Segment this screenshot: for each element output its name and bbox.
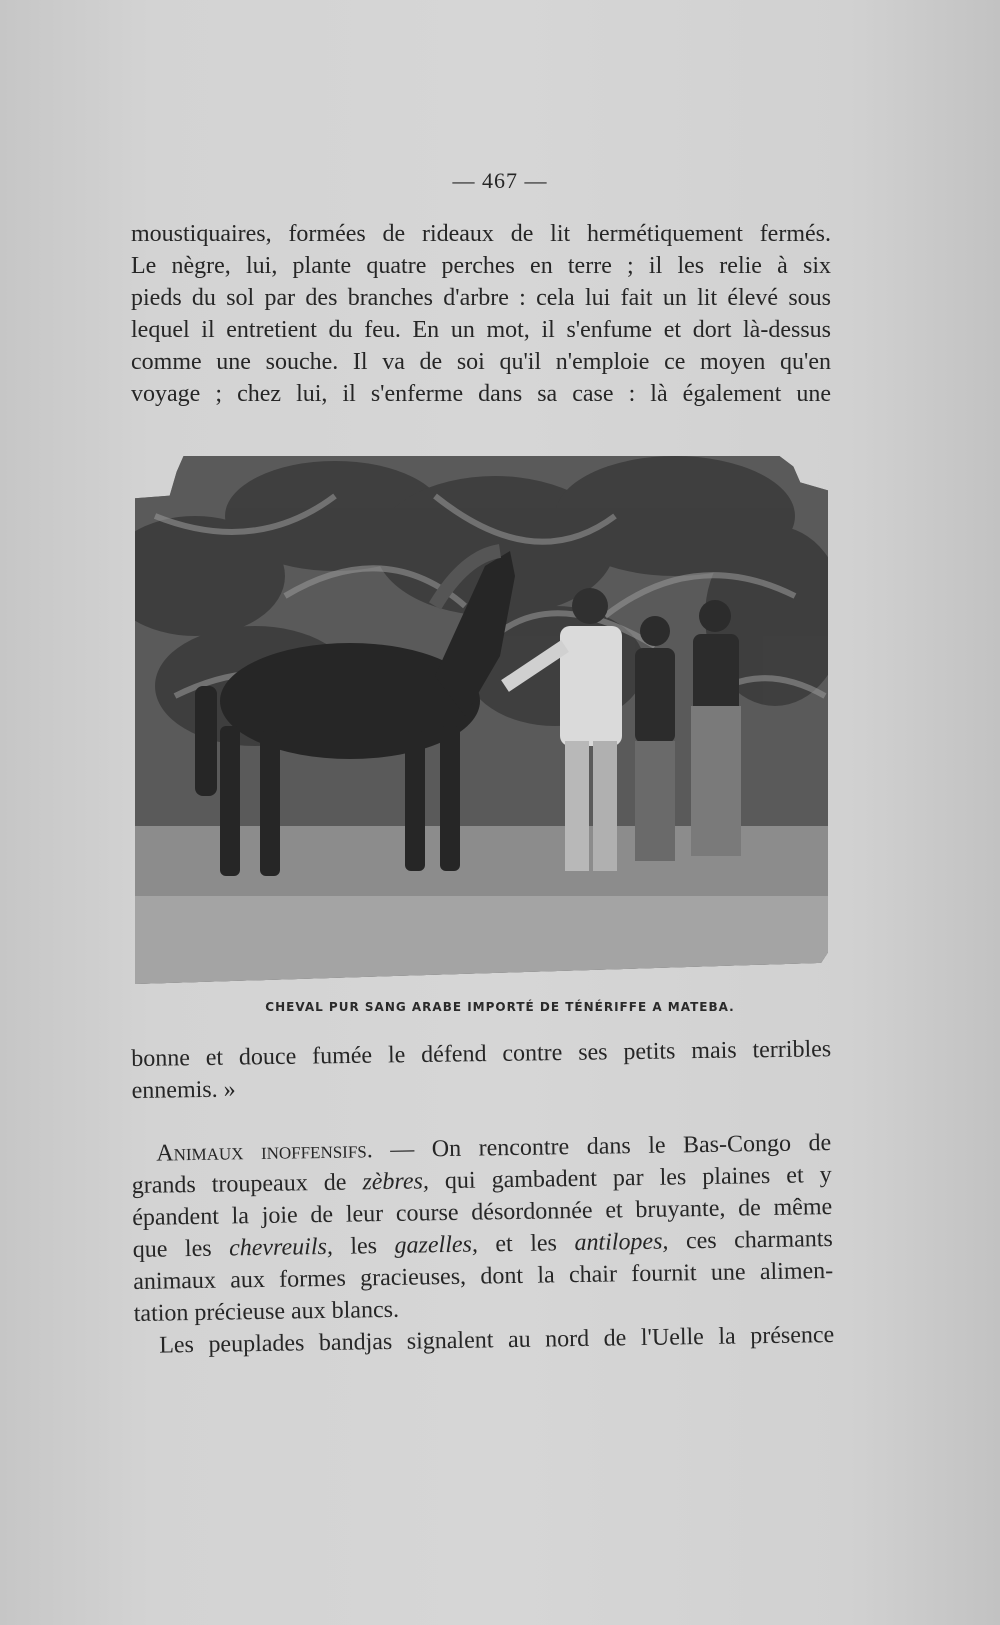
text-line: lequel il entretient du feu. En un mot, il s'enfume et dort là-dessus: [131, 317, 831, 343]
text-line: ennemis. »: [131, 1076, 236, 1104]
paragraph-top: [131, 218, 831, 410]
emphasis-zebres: zèbres,: [362, 1168, 430, 1196]
text-run: et les: [495, 1230, 558, 1258]
text-run: grands troupeaux de: [131, 1169, 347, 1199]
text-run: que les: [132, 1235, 212, 1263]
text-line: Les peuplades bandjas signalent au nord de l'Uelle la présence: [159, 1321, 835, 1359]
emphasis-antilopes: antilopes,: [574, 1228, 669, 1257]
text-line: pieds du sol par des branches d'arbre : cela lui fait un lit élevé sous: [131, 285, 831, 311]
paragraph-continuation: [131, 1033, 832, 1107]
text-run: — On rencontre dans le Bas-Congo de: [390, 1130, 832, 1163]
photo-illustration: [135, 456, 828, 984]
section-heading: Animaux inoffensifs.: [156, 1137, 373, 1167]
text-line: tation précieuse aux blancs.: [133, 1296, 400, 1327]
text-line: moustiquaires, formées de rideaux de lit hermétiquement fermés.: [131, 221, 831, 247]
horse-photograph: [135, 456, 828, 984]
text-line: Le nègre, lui, plante quatre perches en terre ; il les relie à six: [131, 253, 831, 279]
paragraph-animaux: [131, 1127, 834, 1362]
text-line: voyage ; chez lui, il s'enferme dans sa case : là également une: [131, 381, 831, 407]
text-line: épandent la joie de leur course désordonnée et bruyante, de même: [132, 1193, 833, 1231]
page-number: — 467 —: [452, 168, 548, 193]
emphasis-chevreuils: chevreuils,: [228, 1233, 334, 1262]
text-line: bonne et douce fumée le défend contre ses petits mais terribles: [131, 1036, 832, 1072]
text-run: ces charmants: [685, 1225, 833, 1255]
text-line: animaux aux formes gracieuses, dont la chair fournit une alimen-: [133, 1257, 834, 1295]
text-run: les: [350, 1233, 378, 1260]
text-run: qui gambadent par les plaines et y: [444, 1162, 832, 1195]
text-line: comme une souche. Il va de soi qu'il n'emploie ce moyen qu'en: [131, 349, 831, 375]
photo-caption: CHEVAL PUR SANG ARABE IMPORTÉ DE TÉNÉRIFFE A MATEBA.: [265, 1000, 735, 1014]
emphasis-gazelles: gazelles,: [394, 1231, 479, 1259]
